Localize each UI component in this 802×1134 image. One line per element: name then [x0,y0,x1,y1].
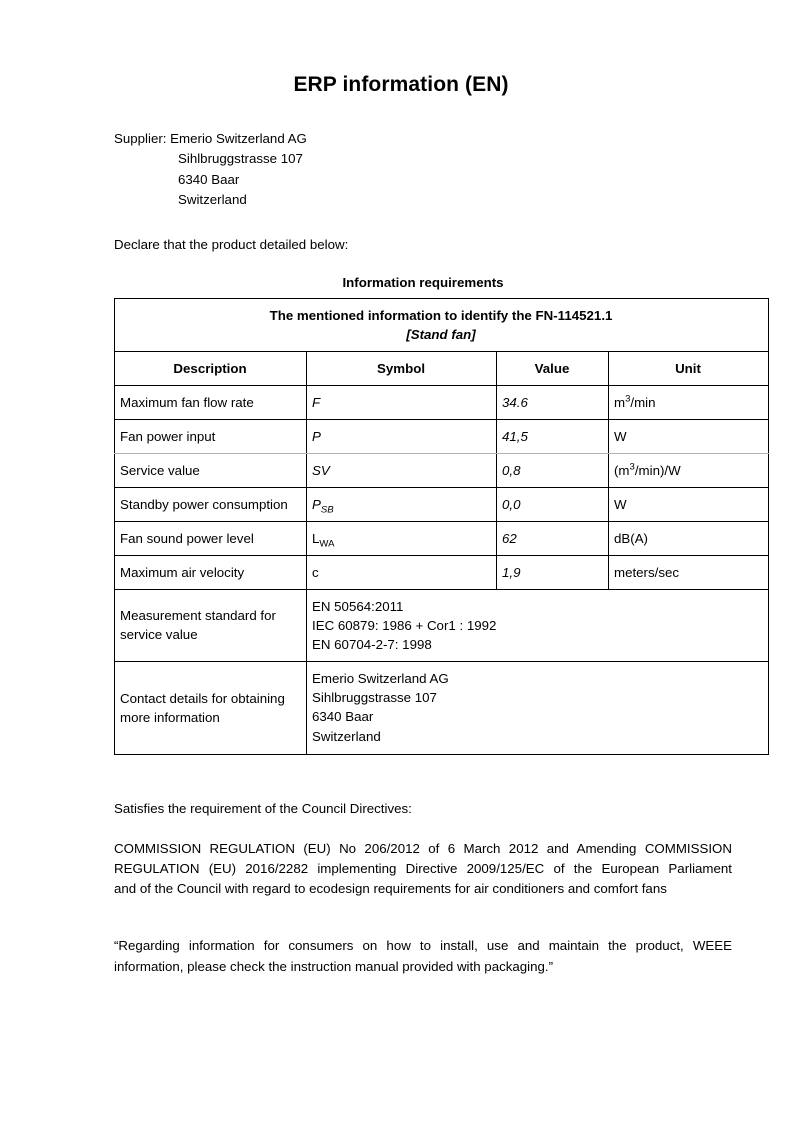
row-unit [609,453,769,487]
regulation-line-2: REGULATION (EU) 2016/2282 implementing Directive 2009/125/EC of the European Parliament [114,860,732,876]
row-value: 34.6 [497,385,609,419]
regulation-line-3: and of the Council with regard to ecodesign requirements for air conditioners and comfort fans [114,880,667,896]
column-header-description: Description [115,351,307,385]
unit-superscript: 3 [629,461,635,473]
symbol-base: P [312,428,321,444]
erp-information-table [114,298,769,755]
table-row [115,385,769,419]
symbol-base: SV [312,462,330,478]
supplier-name-line: Supplier: Emerio Switzerland AG [114,131,307,146]
contact-line: Sihlbruggstrasse 107 [312,689,437,705]
symbol-subscript: SB [320,504,334,516]
row-value: 1,9 [497,555,609,589]
supplier-country-line: Switzerland [178,192,247,208]
row-description: Fan sound power level [115,521,307,555]
row-unit [609,521,769,555]
unit-prefix: meters/sec [614,564,680,580]
declaration-line: Declare that the product detailed below: [114,236,349,252]
unit-suffix: /min)/W [634,462,681,478]
table-title-row [115,298,769,351]
symbol-base: F [312,394,321,410]
regulation-paragraph [114,839,732,899]
satisfies-line: Satisfies the requirement of the Council Directives: [114,800,412,816]
column-header-value: Value [497,351,609,385]
information-requirements-heading: Information requirements [342,274,504,290]
row-symbol [307,555,497,589]
consumer-note-line-2: information, please check the instruction manual provided with packaging.” [114,958,554,974]
table-title-cell [115,298,769,351]
standard-line: IEC 60879: 1986 + Cor1 : 1992 [312,617,497,633]
table-title-sub: [Stand fan] [406,326,476,342]
contact-line: Emerio Switzerland AG [312,670,449,686]
row-symbol [307,453,497,487]
row-value: 62 [497,521,609,555]
symbol-base: L [312,530,320,546]
standard-line: EN 60704-2-7: 1998 [312,636,432,652]
row-unit [609,487,769,521]
row-symbol [307,419,497,453]
row-unit [609,555,769,589]
page-title: ERP information (EN) [293,73,509,96]
unit-suffix: /min [630,394,656,410]
table-row [115,487,769,521]
supplier-street-line: Sihlbruggstrasse 107 [178,151,303,167]
supplier-block [114,129,732,211]
table-row [115,521,769,555]
table-row [115,419,769,453]
unit-superscript: 3 [625,393,631,405]
symbol-subscript: WA [319,538,335,550]
unit-prefix: W [614,496,627,512]
row-description: Maximum fan flow rate [115,385,307,419]
consumer-note-line-1: “Regarding information for consumers on how to install, use and maintain the product, WEEE [114,937,732,953]
consumer-note-paragraph [114,935,732,977]
regulation-line-1: COMMISSION REGULATION (EU) No 206/2012 of 6 March 2012 and Amending COMMISSION [114,840,732,856]
column-header-unit: Unit [609,351,769,385]
contact-details-row [115,661,769,754]
row-value: 41,5 [497,419,609,453]
table-title-main: The mentioned information to identify the FN-114521.1 [269,307,613,323]
supplier-city-line: 6340 Baar [178,171,240,187]
contact-details-cell [307,661,769,754]
row-description: Service value [115,453,307,487]
row-description: Standby power consumption [115,487,307,521]
contact-description: Contact details for obtaining more information [115,661,307,754]
row-unit [609,385,769,419]
unit-prefix: W [614,428,627,444]
row-value: 0,8 [497,453,609,487]
measurement-standard-row [115,589,769,661]
column-header-symbol: Symbol [307,351,497,385]
symbol-base: P [312,496,321,512]
unit-prefix: dB(A) [614,530,648,546]
measurement-standards-cell [307,589,769,661]
row-value: 0,0 [497,487,609,521]
row-symbol [307,487,497,521]
contact-line: Switzerland [312,728,381,744]
measurement-description: Measurement standard for service value [115,589,307,661]
row-description: Fan power input [115,419,307,453]
document-body [114,129,732,977]
unit-prefix: (m [614,462,630,478]
row-unit [609,419,769,453]
table-row [115,453,769,487]
row-symbol [307,521,497,555]
unit-prefix: m [614,394,626,410]
standard-line: EN 50564:2011 [312,598,404,614]
symbol-base: c [312,564,319,580]
table-row [115,555,769,589]
contact-line: 6340 Baar [312,708,374,724]
row-description: Maximum air velocity [115,555,307,589]
table-header-row [115,351,769,385]
row-symbol [307,385,497,419]
